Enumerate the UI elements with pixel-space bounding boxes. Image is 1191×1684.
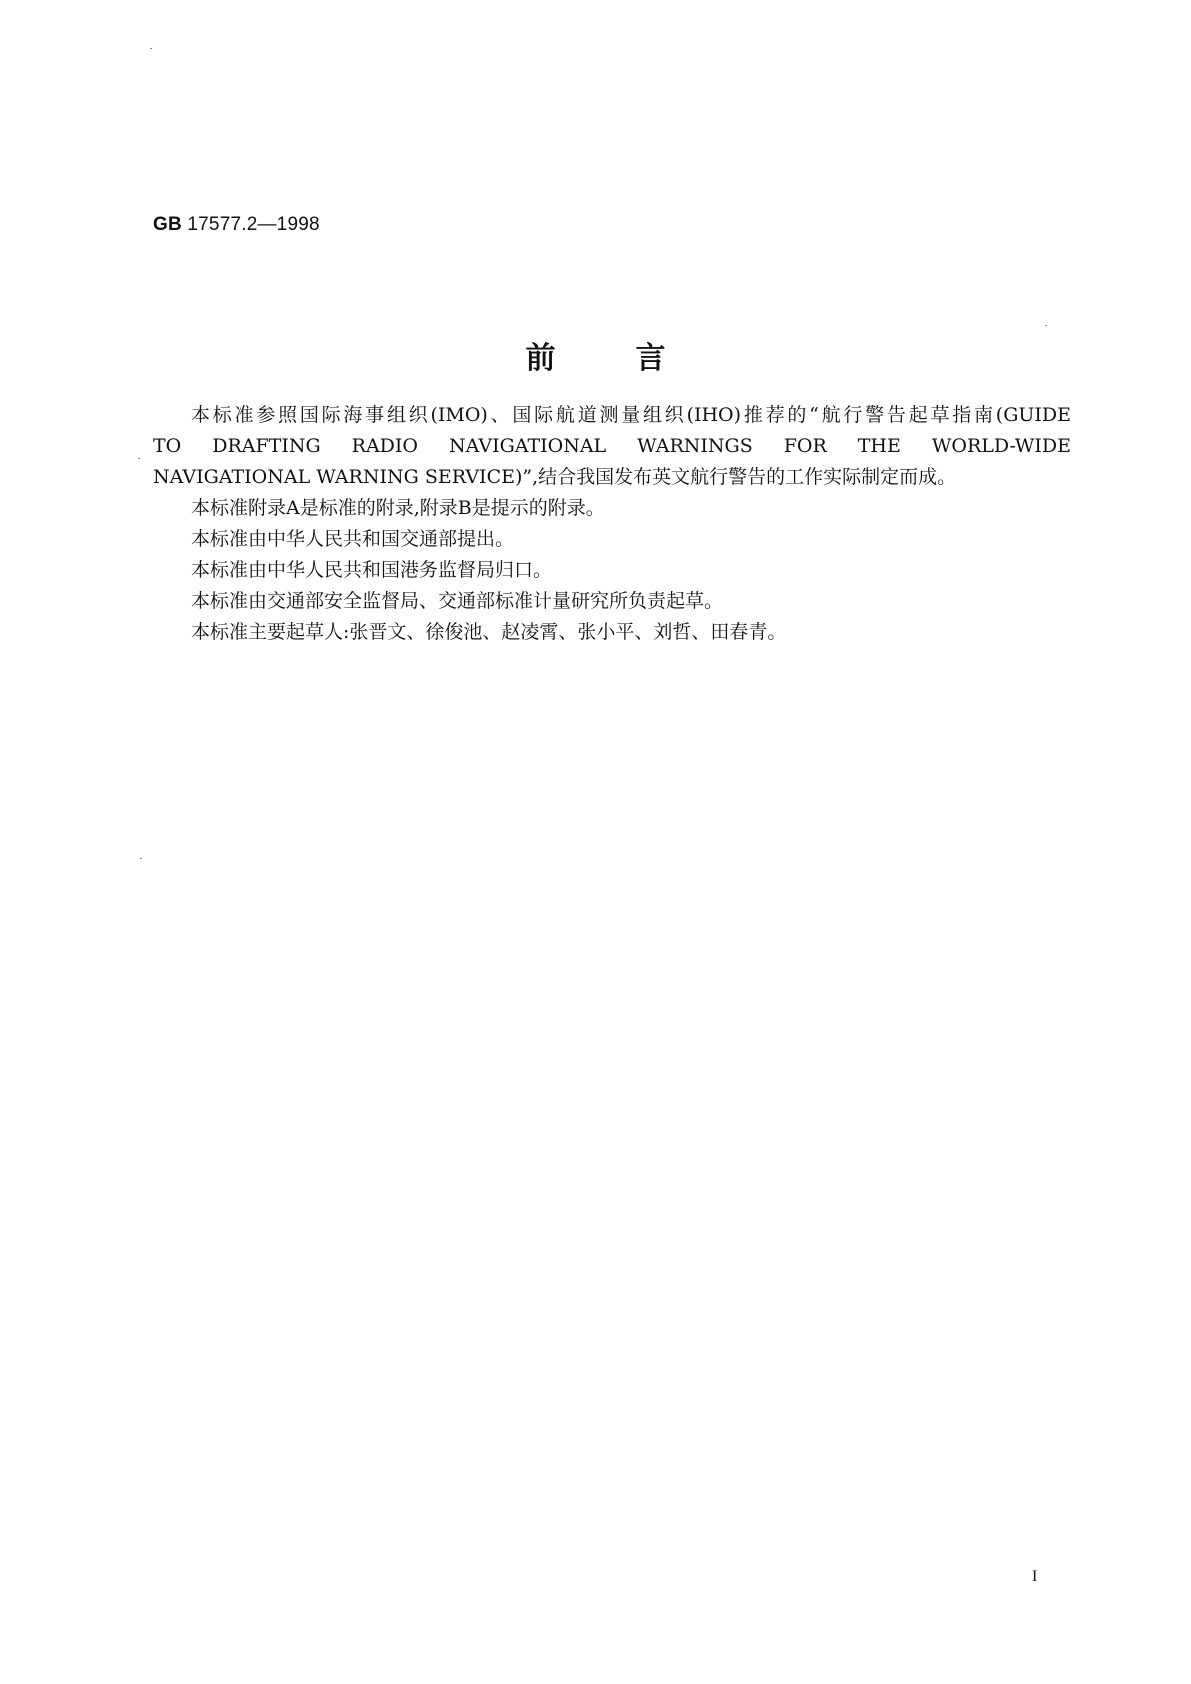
paragraph-centralized-by: 本标准由中华人民共和国港务监督局归口。 (191, 559, 553, 581)
paragraph-reference (153, 400, 1071, 493)
paragraph-drafters: 本标准主要起草人:张晋文、徐俊池、赵凌霄、张小平、刘哲、田春青。 (191, 621, 787, 643)
paragraph-line: NAVIGATIONAL WARNING SERVICE)”,结合我国发布英文航行警告的工作实际制定而成。 (153, 466, 957, 488)
paragraph-line: 本标准参照国际海事组织(IMO)、国际航道测量组织(IHO)推荐的“航行警告起草指南(GUIDE (191, 404, 1071, 426)
scan-speck (140, 858, 142, 859)
scan-speck (138, 458, 140, 459)
page-title: 前言 (525, 341, 746, 376)
standard-number: 17577.2—1998 (187, 214, 320, 235)
standard-code (153, 214, 320, 236)
scan-speck (150, 48, 152, 49)
paragraph-line: TO DRAFTING RADIO NAVIGATIONAL WARNINGS FOR THE WORLD-WIDE (153, 435, 1071, 457)
paragraph-drafted-by: 本标准由交通部安全监督局、交通部标准计量研究所负责起草。 (191, 590, 724, 612)
foreword-body (153, 400, 1071, 648)
standard-prefix: GB (153, 214, 182, 235)
paragraph-proposed-by: 本标准由中华人民共和国交通部提出。 (191, 528, 515, 550)
page-number: I (1032, 1568, 1038, 1585)
scan-speck (1045, 325, 1047, 326)
paragraph-appendix: 本标准附录A是标准的附录,附录B是提示的附录。 (191, 497, 605, 519)
